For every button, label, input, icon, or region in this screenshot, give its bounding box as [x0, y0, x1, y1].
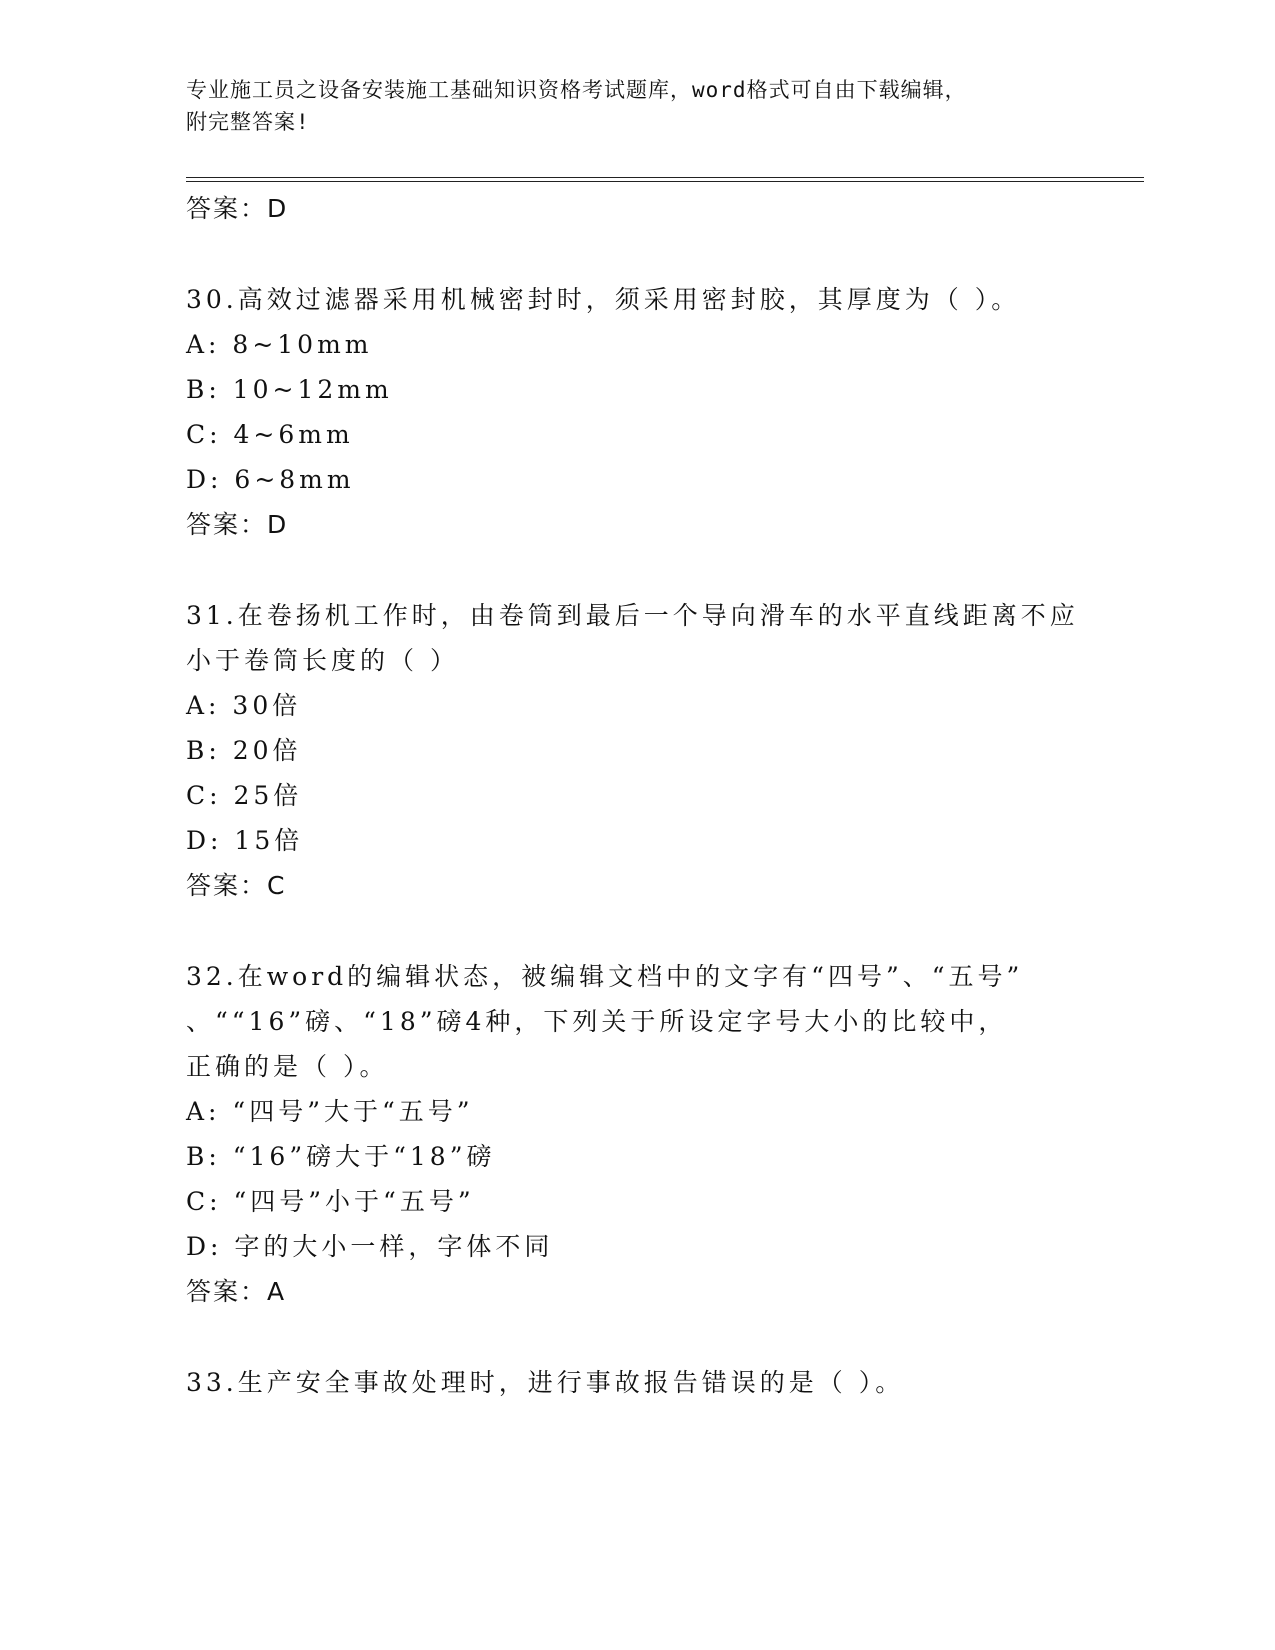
question-gap — [186, 1314, 1086, 1360]
question-gap — [186, 547, 1086, 593]
question-stem-line: 小于卷筒长度的（ ） — [186, 646, 459, 675]
question-block — [186, 1360, 1086, 1405]
document-header — [186, 74, 1066, 138]
answer-option: B: “16”磅大于“18”磅 — [186, 1142, 496, 1171]
questions-container — [186, 231, 1086, 1405]
answer-option: D: 15倍 — [186, 826, 304, 855]
question-block — [186, 954, 1086, 1314]
answer-option: D: 字的大小一样，字体不同 — [186, 1232, 554, 1261]
question-gap — [186, 908, 1086, 954]
header-divider-bottom — [186, 181, 1144, 182]
question-list — [186, 186, 1086, 1405]
answer-option: A: 30倍 — [186, 691, 302, 720]
question-block — [186, 593, 1086, 908]
previous-answer: 答案：D — [186, 194, 289, 223]
answer-option: D: 6~8mm — [186, 465, 355, 494]
header-line-1: 专业施工员之设备安装施工基础知识资格考试题库，word格式可自由下载编辑， — [186, 78, 967, 102]
question-stem-line: 正确的是（ ）。 — [186, 1052, 389, 1081]
question-stem-line: 33.生产安全事故处理时，进行事故报告错误的是（ ）。 — [186, 1368, 905, 1397]
header-line-2: 附完整答案! — [186, 110, 310, 134]
header-divider-top — [186, 177, 1144, 178]
answer-option: B: 10~12mm — [186, 375, 393, 404]
question-block — [186, 277, 1086, 547]
correct-answer: 答案：D — [186, 510, 289, 539]
answer-option: C: 4~6mm — [186, 420, 354, 449]
correct-answer: 答案：A — [186, 1277, 287, 1306]
question-gap — [186, 231, 1086, 277]
correct-answer: 答案：C — [186, 871, 287, 900]
answer-option: C: “四号”小于“五号” — [186, 1187, 475, 1216]
answer-option: A: 8~10mm — [186, 330, 373, 359]
answer-option: A: “四号”大于“五号” — [186, 1097, 474, 1126]
answer-option: C: 25倍 — [186, 781, 303, 810]
question-stem-line: 32.在word的编辑状态，被编辑文档中的文字有“四号”、“五号” — [186, 962, 1024, 991]
question-stem-line: 31.在卷扬机工作时，由卷筒到最后一个导向滑车的水平直线距离不应 — [186, 601, 1079, 630]
answer-option: B: 20倍 — [186, 736, 302, 765]
question-stem-line: 、““16”磅、“18”磅4种，下列关于所设定字号大小的比较中， — [186, 1007, 1008, 1036]
question-stem-line: 30.高效过滤器采用机械密封时，须采用密封胶，其厚度为（ ）。 — [186, 285, 1021, 314]
